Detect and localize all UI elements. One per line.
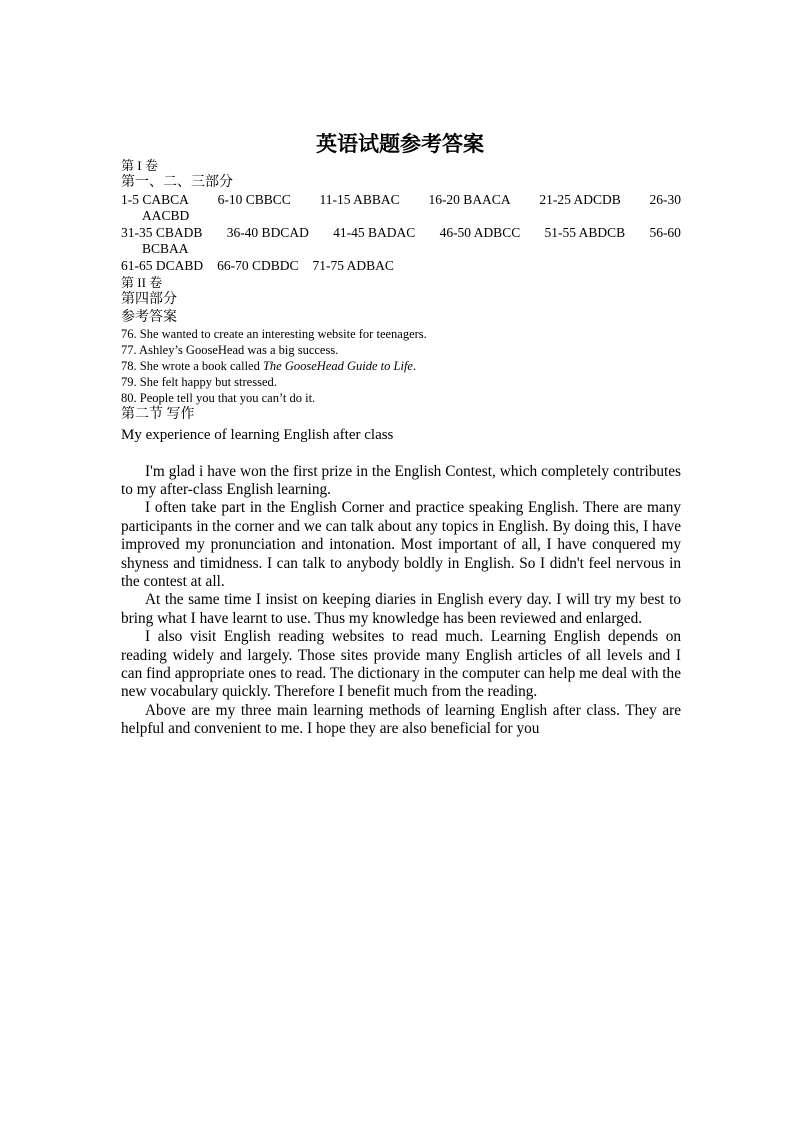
section-1-label: 第 I 卷	[121, 158, 158, 173]
answer-group: 21-25 ADCDB	[539, 191, 621, 207]
answer-79: 79. She felt happy but stressed.	[121, 375, 277, 389]
part-4-label: 第四部分	[121, 292, 177, 307]
short-answers	[121, 326, 681, 406]
essay-paragraph: I also visit English reading websites to read much. Learning English depends on reading widely and largely. Those sites provide many English articles of all levels and I can find appropriate ones to read. The dictionary in the computer can help me deal with the new vocabulary quickly. Therefore I benefit much from the reading.	[121, 628, 681, 701]
answer-row-3	[121, 258, 681, 275]
answer-group: 1-5 CABCA	[121, 191, 189, 207]
essay-paragraph: Above are my three main learning methods of learning English after class. They are helpful and convenient to me. I hope they are also beneficial for you	[121, 701, 681, 738]
answer-group: 51-55 ABDCB	[544, 224, 626, 240]
answer-76: 76. She wanted to create an interesting website for teenagers.	[121, 327, 427, 341]
answer-group: 66-70 CDBDC	[217, 257, 299, 273]
answer-row-1-continuation: AACBD	[142, 208, 190, 223]
answer-group: 36-40 BDCAD	[226, 224, 309, 240]
answer-group: 16-20 BAACA	[428, 191, 511, 207]
answer-row-2	[121, 225, 681, 242]
document-content	[121, 157, 681, 739]
document-title: 英语试题参考答案	[316, 132, 484, 156]
answer-78	[121, 358, 681, 374]
essay-body	[121, 463, 681, 739]
answer-group: 41-45 BADAC	[333, 224, 416, 240]
answer-group: 46-50 ADBCC	[439, 224, 521, 240]
answer-row-1	[121, 192, 681, 209]
essay-paragraph: I often take part in the English Corner and practice speaking English. There are many participants in the corner and we can talk about any topics in English. By doing this, I have improved my pronunciation and intonation. Most important of all, I have conquered my shyness and timidness. I can talk to anybody boldly in English. So I didn't feel nervous in the contest at all.	[121, 499, 681, 590]
essay-paragraph: At the same time I insist on keeping diaries in English every day. I will try my best to bring what I have learnt to use. Thus my knowledge has been reviewed and enlarged.	[121, 591, 681, 627]
book-title: The GooseHead Guide to Life	[262, 359, 413, 373]
answer-80: 80. People tell you that you can’t do it.	[121, 391, 316, 405]
answer-row-2-continuation: BCBAA	[142, 241, 189, 256]
writing-label: 第二节 写作	[121, 407, 195, 422]
essay-title: My experience of learning English after class	[121, 426, 394, 443]
answer-group: 26-30	[649, 191, 681, 207]
parts-label: 第一、二、三部分	[121, 175, 233, 190]
answer-group: 71-75 ADBAC	[312, 257, 394, 273]
answer-78-suffix: .	[412, 359, 417, 373]
answer-group: 61-65 DCABD	[121, 257, 204, 273]
essay-paragraph: I'm glad i have won the first prize in the English Contest, which completely contributes to my after-class English learning.	[121, 462, 681, 498]
answer-group: 11-15 ABBAC	[319, 191, 400, 207]
answer-77: 77. Ashley’s GooseHead was a big success.	[121, 343, 339, 357]
answer-78-prefix: 78. She wrote a book called	[121, 359, 263, 373]
answer-group: 31-35 CBADB	[121, 224, 203, 240]
section-2-label: 第 II 卷	[121, 275, 163, 290]
reference-answers-label: 参考答案	[121, 309, 177, 325]
answer-group: 56-60	[649, 224, 681, 240]
answer-group: 6-10 CBBCC	[217, 191, 291, 207]
answer-key	[121, 192, 681, 275]
